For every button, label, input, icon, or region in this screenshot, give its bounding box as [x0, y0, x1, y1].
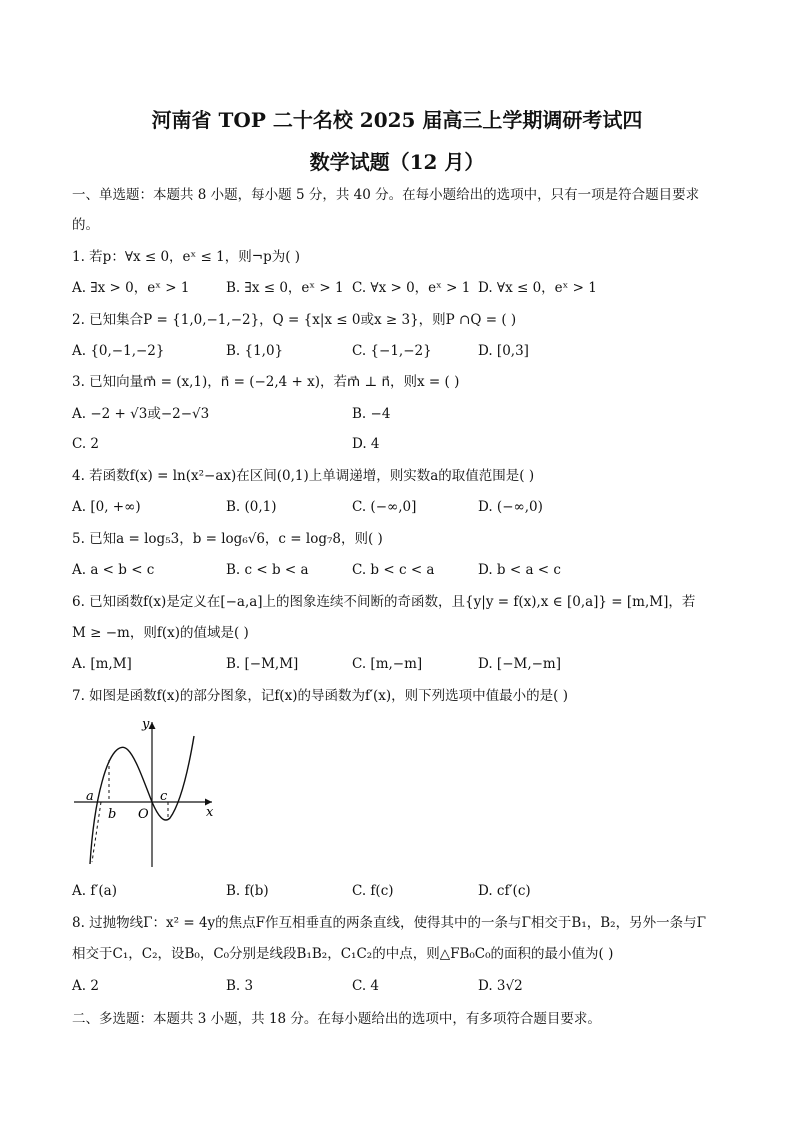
question-6-option-a: A. [m,M] — [72, 656, 132, 672]
question-2-option-a: A. {0,−1,−2} — [72, 343, 165, 359]
label-origin: O — [138, 807, 149, 822]
question-8-stem-line2: 相交于C₁，C₂，设B₀，C₀分别是线段B₁B₂，C₁C₂的中点，则△FB₀C₀的面积的最小值为( ) — [72, 946, 614, 962]
label-y: y — [142, 717, 150, 732]
question-1-option-a: A. ∃x > 0，eˣ > 1 — [72, 280, 190, 296]
question-8-option-b: B. 3 — [226, 978, 254, 994]
question-7-option-b: B. f(b) — [226, 883, 269, 899]
question-7-option-d: D. cf′(c) — [478, 883, 531, 899]
question-4-option-b: B. (0,1) — [226, 499, 277, 515]
label-x: x — [206, 805, 214, 820]
question-8-option-d: D. 3√2 — [478, 978, 523, 994]
question-1-stem: 1. 若p：∀x ≤ 0，eˣ ≤ 1，则¬p为( ) — [72, 249, 301, 265]
question-4-option-d: D. (−∞,0) — [478, 499, 543, 515]
question-4-option-a: A. [0, +∞) — [72, 499, 141, 515]
question-7-stem: 7. 如图是函数f(x)的部分图象，记f(x)的导函数为f′(x)，则下列选项中值最小的是( ) — [72, 688, 568, 704]
question-7-option-a: A. f′(a) — [72, 883, 117, 899]
question-5-option-a: A. a < b < c — [72, 562, 155, 578]
question-1-option-b: B. ∃x ≤ 0，eˣ > 1 — [226, 280, 344, 296]
question-5-option-c: C. b < c < a — [352, 562, 435, 578]
question-6-stem-line1: 6. 已知函数f(x)是定义在[−a,a]上的图象连续不间断的奇函数，且{y|y = f(x),x ∈ [0,a]} = [m,M]，若 — [72, 594, 696, 610]
label-a: a — [86, 789, 94, 804]
label-b: b — [108, 807, 117, 822]
question-1-option-d: D. ∀x ≤ 0，eˣ > 1 — [478, 280, 597, 296]
question-3-stem: 3. 已知向量m⃗ = (x,1)，n⃗ = (−2,4 + x)，若m⃗ ⊥ n⃗，则x = ( ) — [72, 374, 460, 390]
question-8-stem-line1: 8. 过抛物线Γ：x² = 4y的焦点F作互相垂直的两条直线，使得其中的一条与Γ相交于B₁，B₂，另外一条与Γ — [72, 915, 706, 931]
question-5-option-d: D. b < a < c — [478, 562, 561, 578]
question-6-option-c: C. [m,−m] — [352, 656, 423, 672]
question-3-option-c: C. 2 — [72, 436, 100, 452]
question-6-stem-line2: M ≥ −m，则f(x)的值域是( ) — [72, 625, 249, 641]
question-4-option-c: C. (−∞,0] — [352, 499, 417, 515]
label-c: c — [160, 789, 168, 804]
exam-subtitle: 数学试题（12 月） — [309, 150, 485, 174]
question-6-option-b: B. [−M,M] — [226, 656, 299, 672]
section1-instructions-line2: 的。 — [72, 217, 99, 233]
question-3-option-d: D. 4 — [352, 436, 380, 452]
function-curve — [90, 736, 194, 864]
question-2-option-b: B. {1,0} — [226, 343, 284, 359]
question-5-stem: 5. 已知a = log₅3，b = log₆√6，c = log₇8，则( ) — [72, 531, 383, 547]
question-2-option-c: C. {−1,−2} — [352, 343, 432, 359]
question-6-option-d: D. [−M,−m] — [478, 656, 561, 672]
question-3-option-b: B. −4 — [352, 406, 391, 422]
exam-title: 河南省 TOP 二十名校 2025 届高三上学期调研考试四 — [151, 108, 643, 132]
function-graph — [72, 712, 222, 872]
question-4-stem: 4. 若函数f(x) = ln(x²−ax)在区间(0,1)上单调递增，则实数a的取值范围是( ) — [72, 468, 535, 484]
question-3-option-a: A. −2 + √3或−2−√3 — [72, 406, 210, 422]
question-2-stem: 2. 已知集合P = {1,0,−1,−2}，Q = {x|x ≤ 0或x ≥ 3}，则P ∩Q = ( ) — [72, 312, 517, 328]
question-8-option-c: C. 4 — [352, 978, 380, 994]
section1-instructions-line1: 一、单选题：本题共 8 小题，每小题 5 分，共 40 分。在每小题给出的选项中，只有一项是符合题目要求 — [72, 187, 700, 203]
question-8-option-a: A. 2 — [72, 978, 99, 994]
question-2-option-d: D. [0,3] — [478, 343, 529, 359]
question-1-option-c: C. ∀x > 0，eˣ > 1 — [352, 280, 471, 296]
question-7-option-c: C. f(c) — [352, 883, 394, 899]
question-5-option-b: B. c < b < a — [226, 562, 309, 578]
section2-instructions: 二、多选题：本题共 3 小题，共 18 分。在每小题给出的选项中，有多项符合题目要求。 — [72, 1011, 601, 1027]
